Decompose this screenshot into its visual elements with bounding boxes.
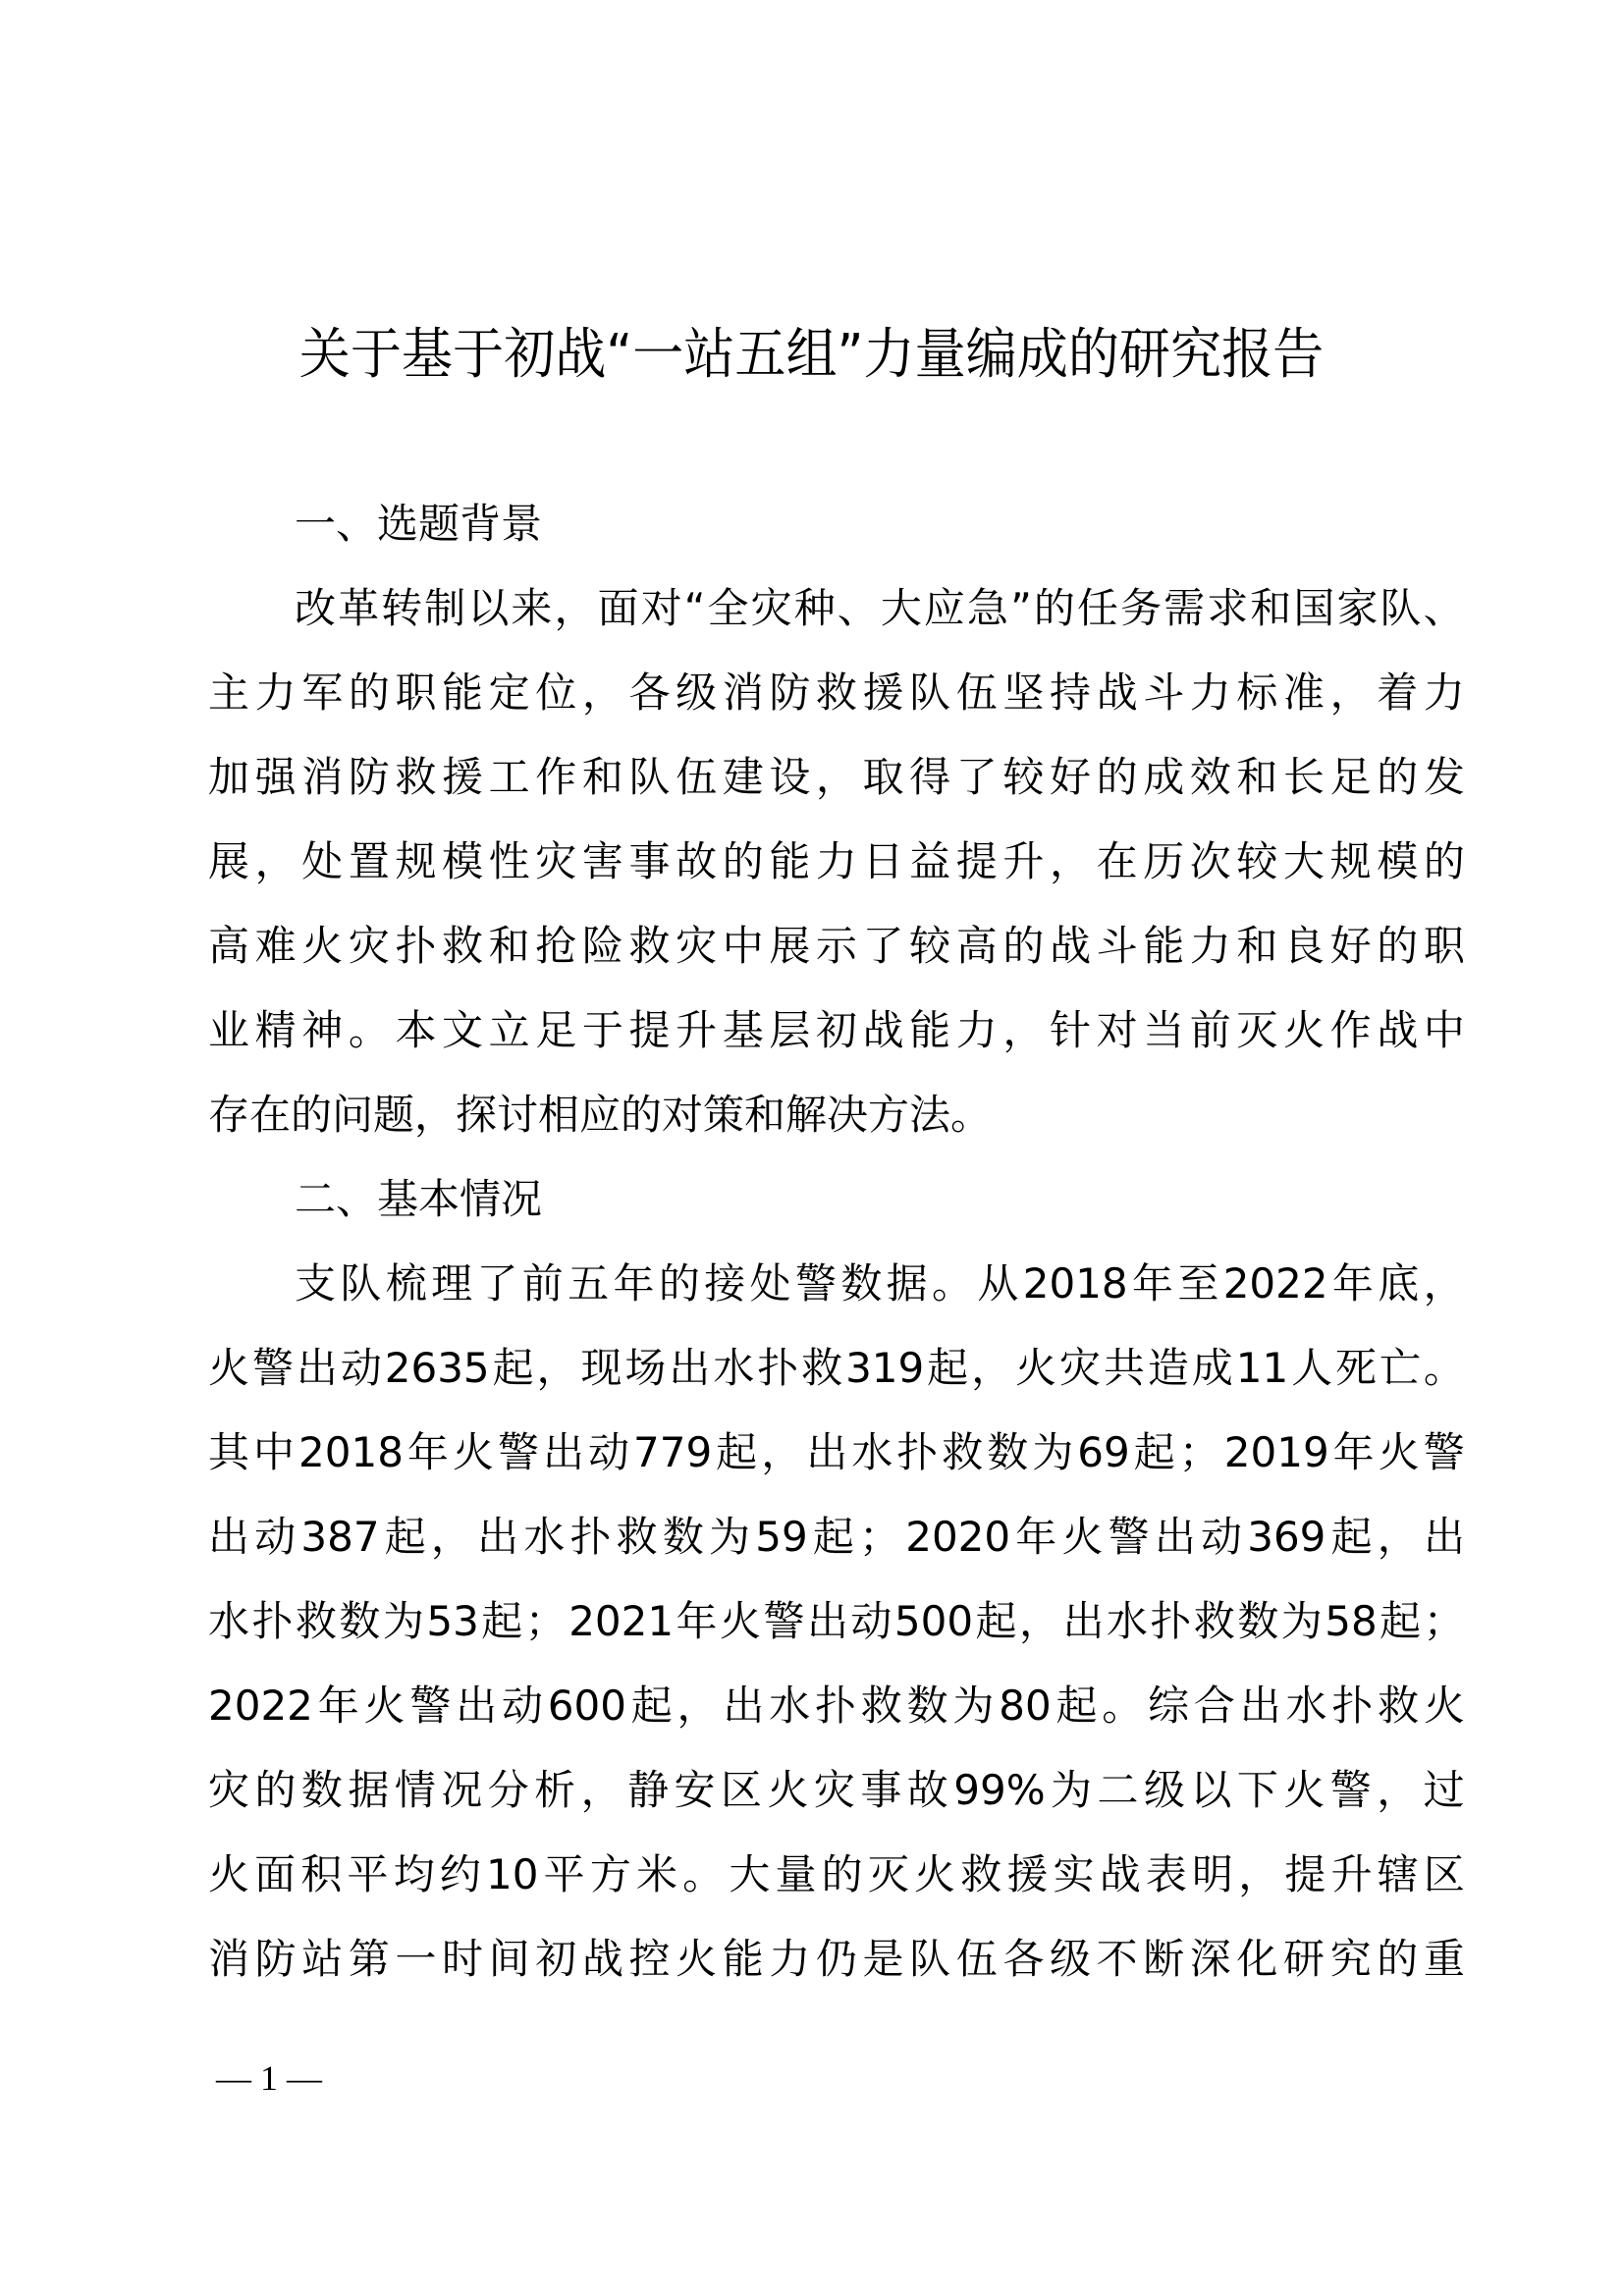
paragraph-line: 火 面 积 平 均 约 10 平 方 米 。 大 量 的 灭 火 救 援 实 战 表 明 ， 提 升 辖 区 bbox=[208, 1850, 1465, 1898]
document-title: 关于基于初战“一站五组”力量编成的研究报告 bbox=[298, 323, 1325, 387]
paragraph-line: 高 难 火 灾 扑 救 和 抢 险 救 灾 中 展 示 了 较 高 的 战 斗 能 力 和 良 好 的 职 bbox=[208, 922, 1465, 970]
paragraph-line: 2022 年 火 警 出 动 600 起 ， 出 水 扑 救 数 为 80 起 。 综 合 出 水 扑 救 火 bbox=[208, 1682, 1465, 1730]
paragraph-line: 其 中 2018 年 火 警 出 动 779 起 ， 出 水 扑 救 数 为 69 起 ； 2019 年 火 警 bbox=[208, 1428, 1465, 1476]
paragraph-line: 业 精 神 。 本 文 立 足 于 提 升 基 层 初 战 能 力 ， 针 对 当 前 灭 火 作 战 中 bbox=[208, 1006, 1465, 1054]
paragraph-line: 灾 的 数 据 情 况 分 析 ， 静 安 区 火 灾 事 故 99% 为 二 级 以 下 火 警 ， 过 bbox=[208, 1766, 1465, 1814]
page-number: — 1 — bbox=[216, 2058, 322, 2098]
section-heading-background: 一、选题背景 bbox=[295, 500, 543, 548]
paragraph-line: 支 队 梳 理 了 前 五 年 的 接 处 警 数 据 。 从 2018 年 至 2022 年 底 ， bbox=[295, 1259, 1465, 1308]
section-heading-basic-situation: 二、基本情况 bbox=[295, 1175, 543, 1223]
paragraph-line: 加 强 消 防 救 援 工 作 和 队 伍 建 设 ， 取 得 了 较 好 的 成 效 和 长 足 的 发 bbox=[208, 753, 1465, 801]
paragraph-line: 火 警 出 动 2635 起 ， 现 场 出 水 扑 救 319 起 ， 火 灾 共 造 成 11 人 死 亡 。 bbox=[208, 1344, 1465, 1392]
paragraph-line: 水 扑 救 数 为 53 起 ； 2021 年 火 警 出 动 500 起 ， 出 水 扑 救 数 为 58 起 ； bbox=[208, 1597, 1465, 1645]
paragraph-line: 消 防 站 第 一 时 间 初 战 控 火 能 力 仍 是 队 伍 各 级 不 断 深 化 研 究 的 重 bbox=[208, 1935, 1465, 1983]
paragraph-line: 展 ， 处 置 规 模 性 灾 害 事 故 的 能 力 日 益 提 升 ， 在 历 次 较 大 规 模 的 bbox=[208, 837, 1465, 885]
paragraph-line: 改 革 转 制 以 来 ， 面 对 “ 全 灾 种 、 大 应 急 ” 的 任 务 需 求 和 国 家 队 、 bbox=[295, 584, 1465, 632]
paragraph-line: 存在的问题，探讨相应的对策和解决方法。 bbox=[208, 1091, 993, 1139]
paragraph-line: 出 动 387 起 ， 出 水 扑 救 数 为 59 起 ； 2020 年 火 警 出 动 369 起 ， 出 bbox=[208, 1513, 1465, 1561]
paragraph-line: 主 力 军 的 职 能 定 位 ， 各 级 消 防 救 援 队 伍 坚 持 战 斗 力 标 准 ， 着 力 bbox=[208, 668, 1465, 717]
